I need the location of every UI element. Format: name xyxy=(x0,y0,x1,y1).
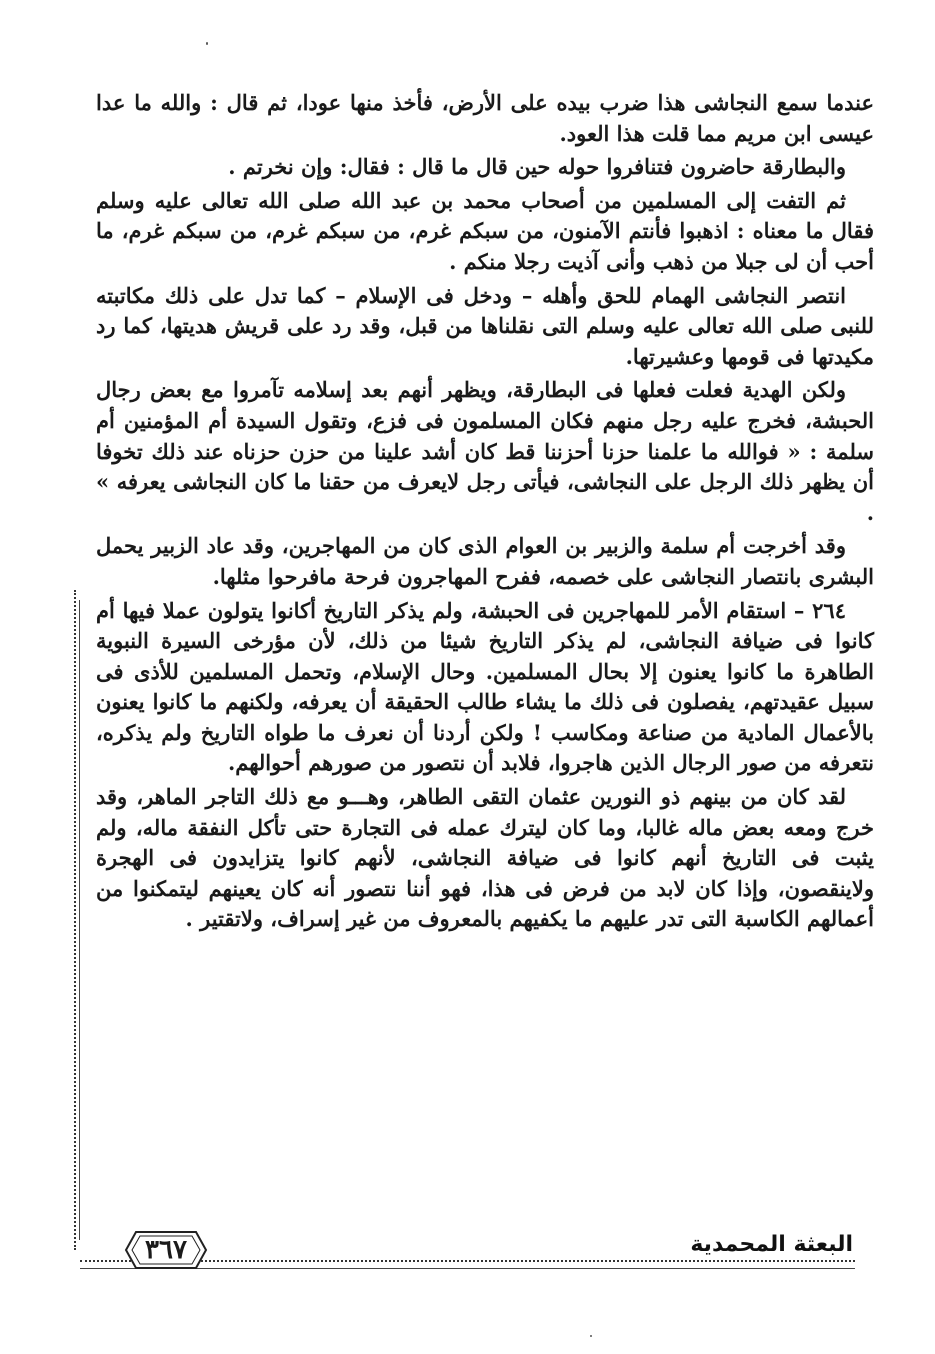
paragraph: انتصر النجاشى الهمام للحق وأهله – ودخل فى الإسلام – كما تدل على ذلك مكاتبته للنبى صلى الله تعالى عليه وسلم التى نقلناها من قبل، وقد رد على قريش هديتها، كما رد مكيدتها فى قومها وعشيرتها. xyxy=(96,282,874,369)
paragraph: لقد كان من بينهم ذو النورين عثمان التقى الطاهر، وهـــو مع ذلك التاجر الماهر، وقد خرج ومعه بعض ماله غالبا، وما كان ليترك عمله فى التجارة حتى تأكل النفقة ماله، ولم يثبت فى التاريخ أنهم كانوا فى ضيافة النجاشى، لأنهم كانوا يتزايدون فى الهجرة ولاينقصون، وإذا كان لابد من فرض فى هذا، فهو أننا نتصور أنه كان يعينهم ليتمكنوا من أعمالهم الكاسبة التى تدر عليهم ما يكفيهم بالمعروف من غير إسراف، ولاتقتير . xyxy=(96,784,874,932)
paragraph: وقد أخرجت أم سلمة والزبير بن العوام الذى كان من المهاجرين، وقد عاد الزبير يحمل البشرى بانتصار النجاشى على خصمه، ففرح المهاجرون فرحة مافرحوا مثلها. xyxy=(96,533,874,589)
scan-speck xyxy=(590,1335,592,1337)
body-text xyxy=(96,88,874,938)
page-number-frame xyxy=(122,1228,210,1272)
paragraph: والبطارقة حاضرون فتنافروا حوله حين قال ما قال : فقال: وإن نخرتم . xyxy=(228,154,846,180)
paragraph: ولكن الهدية فعلت فعلها فى البطارقة، ويظهر أنهم بعد إسلامه تآمروا مع بعض رجال الحبشة، فخرج عليه رجل منهم فكان المسلمون فى فزع، وتقول السيدة أم المؤمنين أم سلمة : « فوالله ما علمنا حزنا أحزننا قط كان أشد علينا من حزن حزناه عند ذلك تخوفا أن يظهر ذلك الرجل على النجاشى، فيأتى رجل لايعرف من حقنا ما كان النجاشى يعرفه » . xyxy=(96,377,874,525)
book-title: البعثة المحمدية xyxy=(690,1232,853,1257)
paragraph: ثم التفت إلى المسلمين من أصحاب محمد بن عبد الله صلى الله تعالى عليه وسلم فقال ما معناه : اذهبوا فأنتم الآمنون، من سبكم غرم، من سبكم غرم، من سبكم غرم، ما أحب أن لى جبلا من ذهب وأنى آذيت رجلا منكم . xyxy=(96,187,874,274)
scan-speck xyxy=(206,42,208,45)
paragraph: ٢٦٤ – استقام الأمر للمهاجرين فى الحبشة، ولم يذكر التاريخ أكانوا يتولون عملا فيها أم كانوا فى ضيافة النجاشى، لم يذكر التاريخ شيئا من ذلك، لأن مؤرخى السيرة النبوية الطاهرة ما كانوا يعنون إلا بحال المسلمين. وحال الإسلام، وتحمل المسلمين للأذى فى سبيل عقيدتهم، يفصلون فى ذلك ما يشاء طالب الحقيقة أن يعرفه، ولكنهم ما كانوا يعنون بالأعمال المادية من صناعة ومكاسب ! ولكن أردنا أن نعرف ما طواه التاريخ ولم يذكره، نتعرفه من صور الرجال الذين هاجروا، فلابد أن نتصور من صورهم أحوالهم. xyxy=(96,597,874,776)
page-number: ٣٦٧ xyxy=(145,1235,187,1265)
paragraph: عندما سمع النجاشى هذا ضرب بيده على الأرض، فأخذ منها عودا، ثم قال : والله ما عدا عيسى ابن مريم مما قلت هذا العود. xyxy=(96,90,874,146)
margin-rule-dotted xyxy=(74,590,76,1250)
margin-rule-solid xyxy=(79,600,80,1240)
